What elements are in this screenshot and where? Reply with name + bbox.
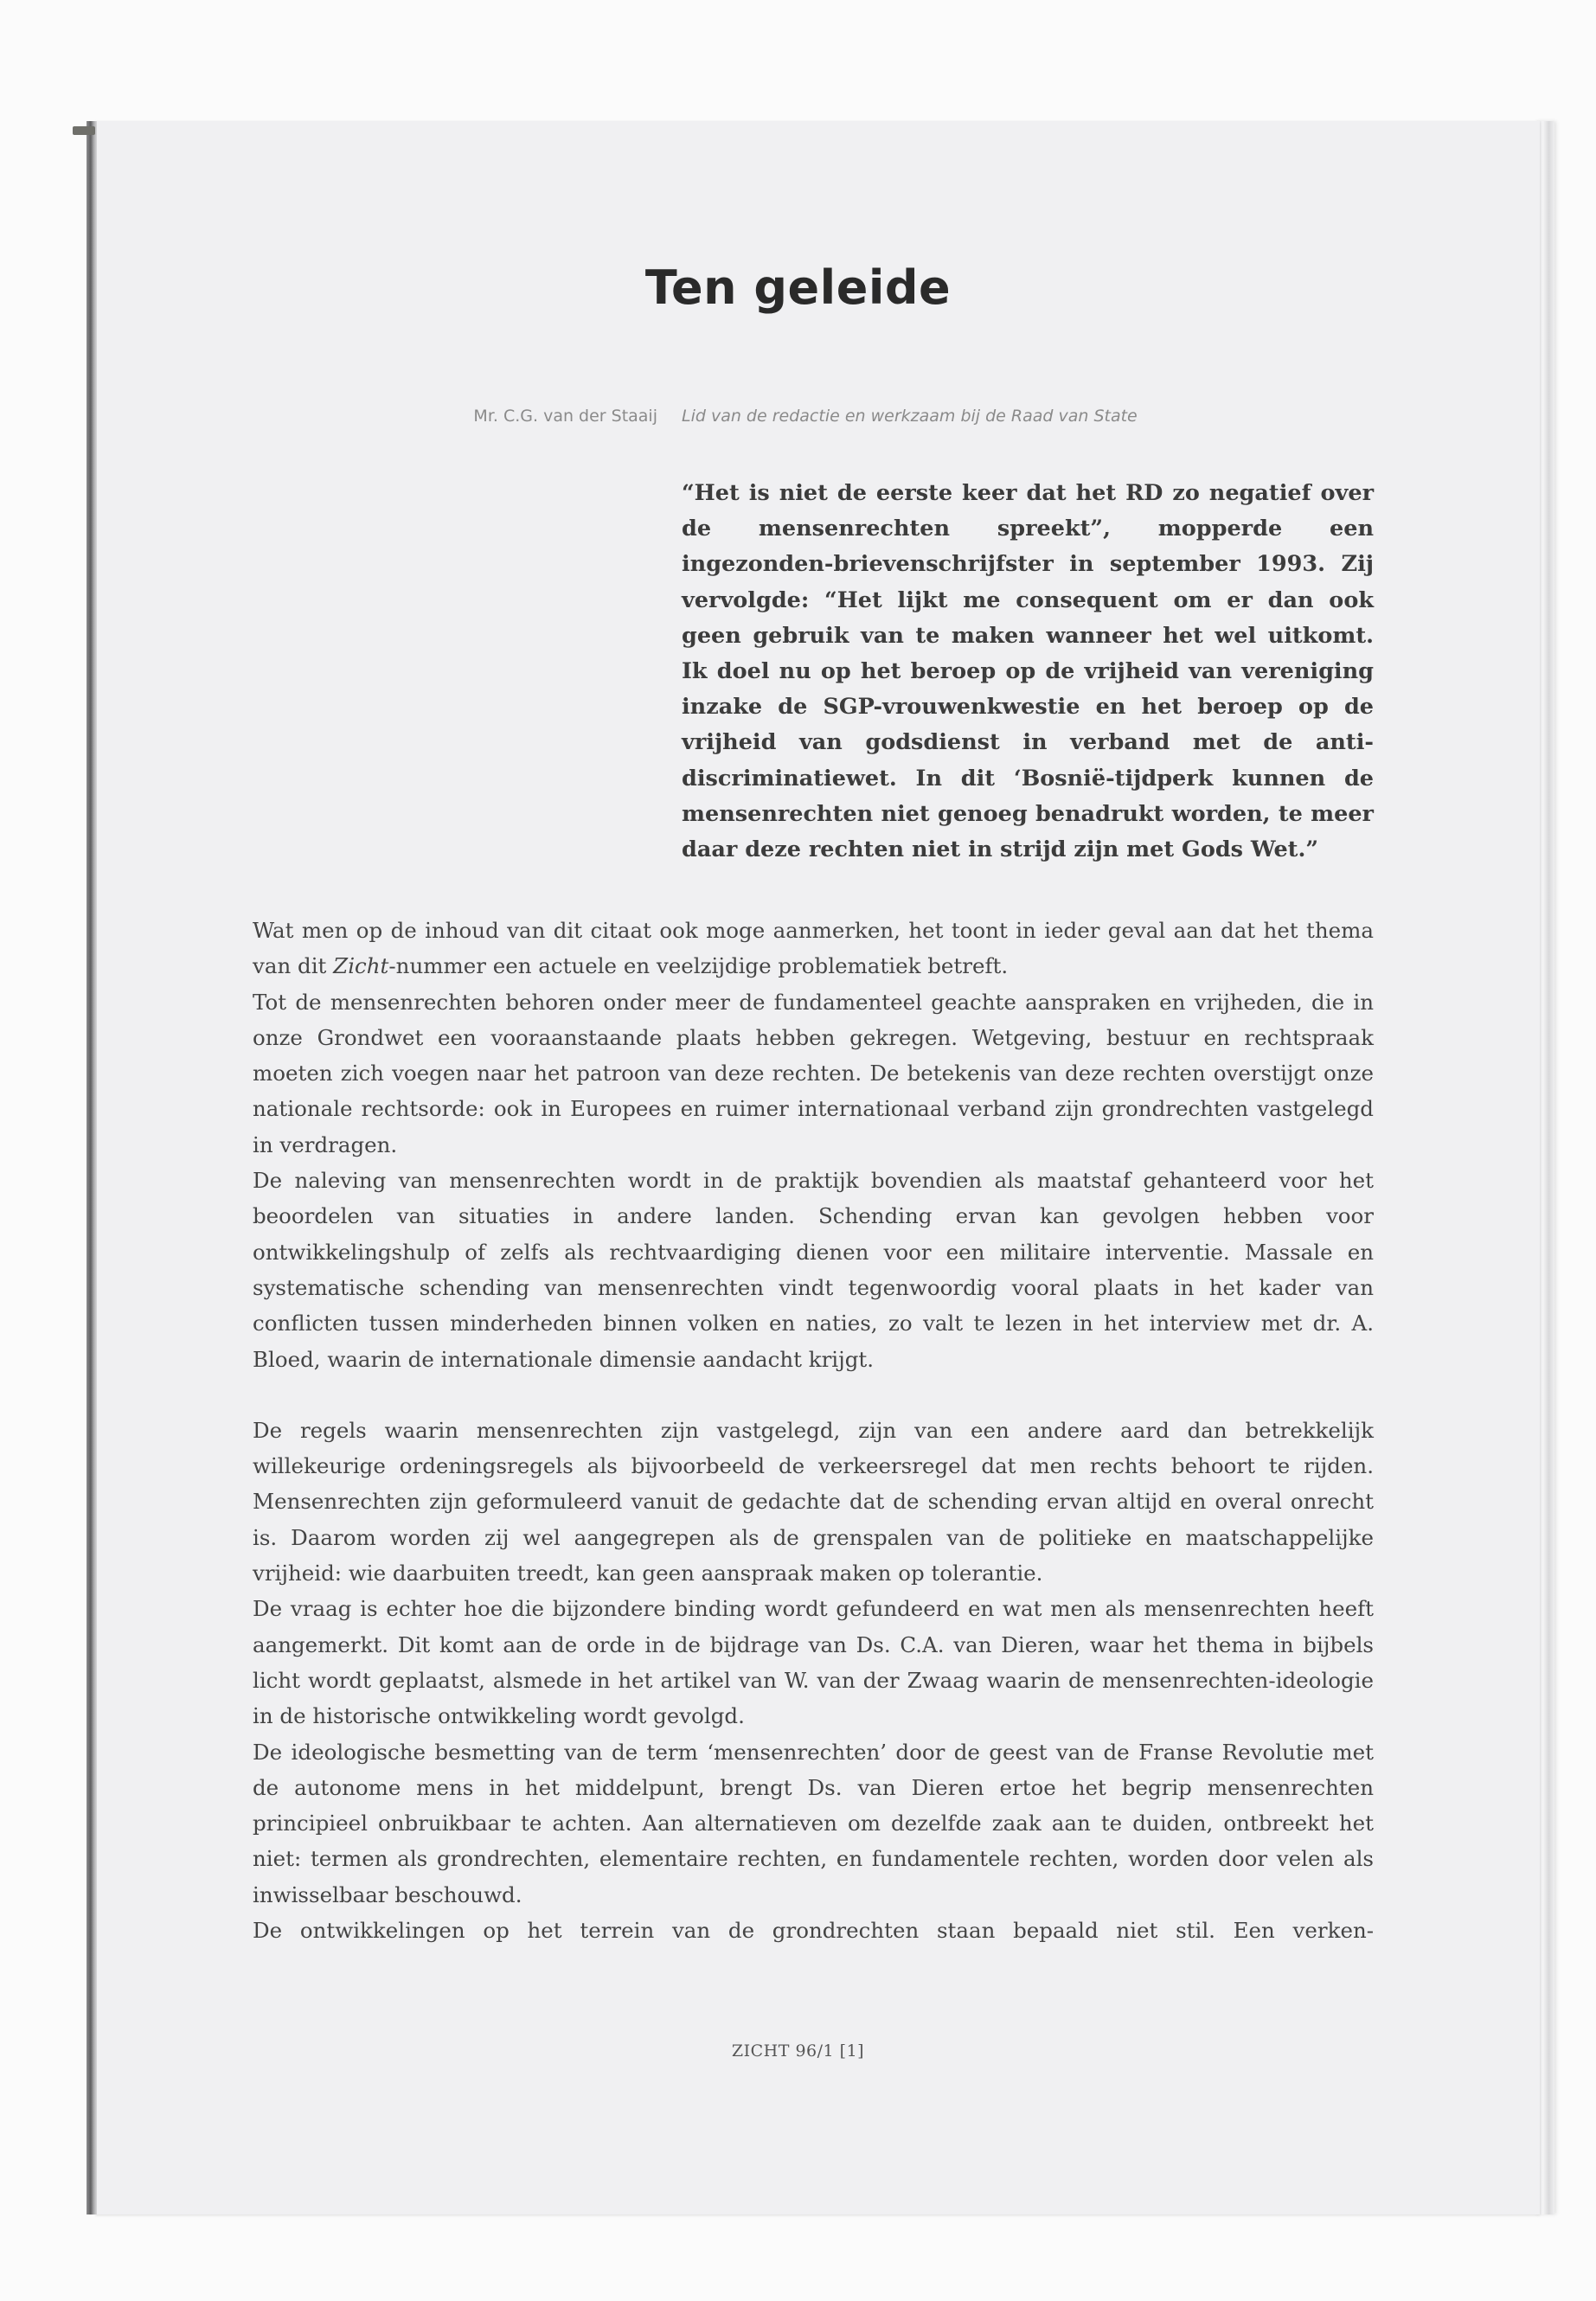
paragraph-binding: De vraag is echter hoe die bijzondere binding wordt gefundeerd en wat men als mensenrechten heeft aangemerkt. Dit komt aan de orde in de bijdrage van Ds. C.A. van Dieren, waar het thema in bijbels licht wordt geplaatst, alsmede in het artikel van W. van der Zwaag waarin de mensenrechten-ideologie in de historische ontwikkeling wordt gevolgd. (253, 1596, 1374, 1729)
paragraph-intro-part-1: Wat men op de inhoud van dit citaat ook moge aanmerken, het toont in ieder geval aan dat het thema van dit (253, 918, 1374, 979)
paragraph-ideology: De ideologische besmetting van de term ‘mensenrechten’ door de geest van de Franse Revolutie met de autonome mens in het middelpunt, brengt Ds. van Dieren ertoe het begrip mensenrechten principieel onbruikbaar te achten. Aan alternatieven om dezelfde zaak aan te duiden, ontbreekt het niet: termen als grondrechten, elementaire rechten, en fundamentele rechten, worden door velen als inwisselbaar beschouwd. (253, 1739, 1374, 1907)
author-role: Lid van de redactie en werkzaam bij de Raad van State (682, 407, 1138, 426)
opening-quote: “Het is niet de eerste keer dat het RD zo negatief over de mensenrechten spreekt”, mopperde een ingezonden-brievenschrijfster in september 1993. Zij vervolgde: “Het lijkt me consequent om er dan ook geen gebruik van te maken wanneer het wel uitkomt. Ik doel nu op het beroep op de vrijheid van vereniging inzake de SGP-vrouwenkwestie en het beroep op de vrijheid van godsdienst in verband met de anti-discriminatiewet. In dit ‘Bosnië-tijdperk kunnen de mensenrechten niet genoeg benadrukt worden, te meer daar deze rechten niet in strijd zijn met Gods Wet.” (682, 480, 1374, 863)
paragraph-intro (253, 913, 1374, 984)
paragraph-international: De naleving van mensenrechten wordt in de praktijk bovendien als maatstaf gehanteerd voor het beoordelen van situaties in andere landen. Schending ervan kan gevolgen hebben voor ontwikkelingshulp of zelfs als rechtvaardiging dienen voor een militaire interventie. Massale en systematische schending van mensenrechten vindt tegenwoordig vooral plaats in het kader van conflicten tussen minderheden binnen volken en naties, zo valt te lezen in het interview met dr. A. Bloed, waarin de internationale dimensie aandacht krijgt. (253, 1168, 1374, 1372)
article-body (253, 913, 1374, 1948)
author-name: Mr. C.G. van der Staaij (473, 407, 657, 426)
magazine-name: Zicht (333, 953, 389, 979)
paragraph-developments: De ontwikkelingen op het terrein van de grondrechten staan bepaald niet stil. Een verken- (253, 1918, 1374, 1944)
binding-staple (73, 126, 95, 135)
paragraph-intro-part-2: -nummer een actuele en veelzijdige problematiek betreft. (388, 953, 1009, 979)
binding-spine (87, 121, 97, 2214)
paragraph-fundamental-rights: Tot de mensenrechten behoren onder meer de fundamenteel geachte aanspraken en vrijheden, die in onze Grondwet een vooraanstaande plaats hebben gekregen. Wetgeving, bestuur en rechtspraak moeten zich voegen naar het patroon van deze rechten. De betekenis van deze rechten overstijgt onze nationale rechtsorde: ook in Europees en ruimer internationaal verband zijn grondrechten vastgelegd in verdragen. (253, 989, 1374, 1157)
article-title: Ten geleide (644, 260, 952, 316)
page-footer: ZICHT 96/1 [1] (731, 2041, 865, 2061)
paragraph-nature-of-rules: De regels waarin mensenrechten zijn vastgelegd, zijn van een andere aard dan betrekkelijk willekeurige ordeningsregels als bijvoorbeeld de verkeersregel dat men rechts behoort te rijden. Mensenrechten zijn geformuleerd vanuit de gedachte dat de schending ervan altijd en overal onrecht is. Daarom worden zij wel aangegrepen als de grenspalen van de politieke en maatschappelijke vrijheid: wie daarbuiten treedt, kan geen aanspraak maken op tolerantie. (253, 1417, 1374, 1586)
